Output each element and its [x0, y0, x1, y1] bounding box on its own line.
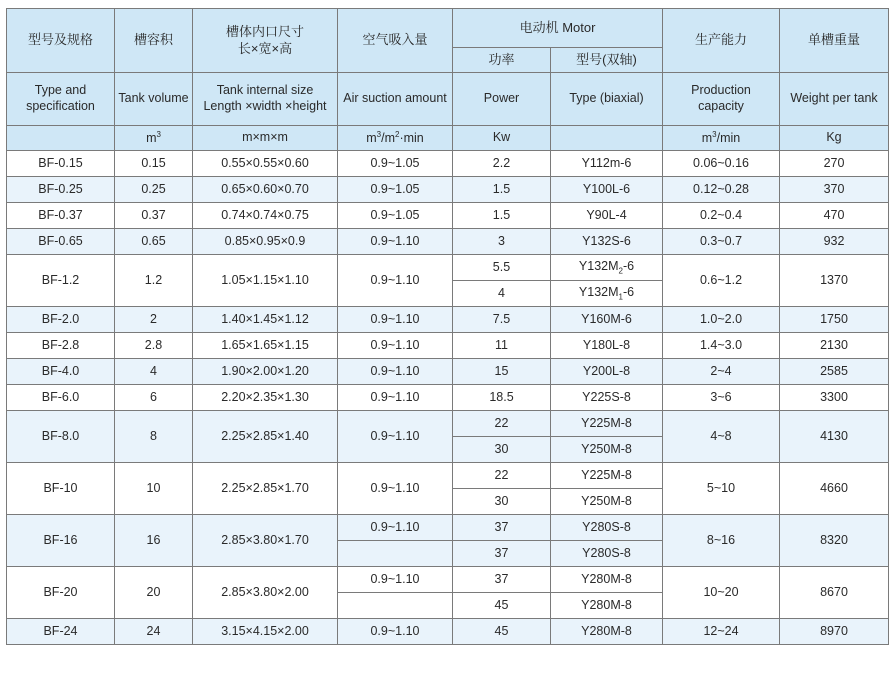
- cell-air: 0.9~1.10: [338, 567, 453, 593]
- cell-vol: 8: [115, 411, 193, 463]
- cell-vol: 0.25: [115, 177, 193, 203]
- cell-motor: [551, 281, 663, 307]
- cell-weight: 932: [780, 229, 889, 255]
- cell-air: 0.9~1.10: [338, 411, 453, 463]
- cell-motor: Y280M-8: [551, 593, 663, 619]
- cell-size: 1.65×1.65×1.15: [193, 333, 338, 359]
- unit-cap-a: m: [701, 130, 713, 145]
- cell-size: 2.25×2.85×1.40: [193, 411, 338, 463]
- cell-cap: 0.06~0.16: [663, 151, 780, 177]
- cell-vol: 24: [115, 619, 193, 645]
- cell-spec: BF-0.25: [7, 177, 115, 203]
- cell-weight: 4660: [780, 463, 889, 515]
- motor-suffix: -6: [622, 258, 635, 273]
- cell-power: 5.5: [453, 255, 551, 281]
- cell-cap: 0.2~0.4: [663, 203, 780, 229]
- cell-size: 0.55×0.55×0.60: [193, 151, 338, 177]
- unit-air-c: ·min: [399, 130, 424, 145]
- cell-cap: 8~16: [663, 515, 780, 567]
- cell-power: 11: [453, 333, 551, 359]
- cell-size: 2.20×2.35×1.30: [193, 385, 338, 411]
- cell-air: 0.9~1.05: [338, 151, 453, 177]
- cell-size: 2.85×3.80×2.00: [193, 567, 338, 619]
- cell-spec: BF-2.8: [7, 333, 115, 359]
- cell-air: 0.9~1.10: [338, 359, 453, 385]
- cell-motor: Y280S-8: [551, 541, 663, 567]
- cell-vol: 2.8: [115, 333, 193, 359]
- cell-cap: 1.0~2.0: [663, 307, 780, 333]
- table-row: [7, 203, 889, 229]
- cell-spec: BF-10: [7, 463, 115, 515]
- header-air-en: Air suction amount: [338, 73, 453, 126]
- header-size-cn: [193, 9, 338, 73]
- table-row: [7, 359, 889, 385]
- cell-cap: 12~24: [663, 619, 780, 645]
- header-spec-en-line1: Type and: [34, 83, 87, 98]
- cell-vol: 1.2: [115, 255, 193, 307]
- cell-power: 7.5: [453, 307, 551, 333]
- cell-vol: 10: [115, 463, 193, 515]
- header-power-en: Power: [453, 73, 551, 126]
- motor-base: Y132M: [578, 284, 619, 299]
- cell-cap: 0.12~0.28: [663, 177, 780, 203]
- cell-air: 0.9~1.05: [338, 203, 453, 229]
- cell-weight: 2130: [780, 333, 889, 359]
- header-motor-cn: 电动机 Motor: [453, 9, 663, 48]
- header-size-en-line1: Tank internal size: [216, 83, 314, 98]
- cell-spec: BF-0.15: [7, 151, 115, 177]
- cell-weight: 1750: [780, 307, 889, 333]
- cell-power: 1.5: [453, 203, 551, 229]
- cell-size: 1.90×2.00×1.20: [193, 359, 338, 385]
- spec-table-container: [6, 8, 889, 645]
- header-cap-en: [663, 73, 780, 126]
- table-body: [7, 151, 889, 645]
- cell-spec: BF-20: [7, 567, 115, 619]
- unit-vol-base: m: [146, 130, 157, 145]
- unit-air-b: /m: [381, 130, 395, 145]
- cell-air: 0.9~1.10: [338, 619, 453, 645]
- cell-spec: BF-8.0: [7, 411, 115, 463]
- spec-table: [6, 8, 889, 645]
- table-row: [7, 229, 889, 255]
- cell-cap: 0.6~1.2: [663, 255, 780, 307]
- cell-spec: BF-4.0: [7, 359, 115, 385]
- unit-size: m×m×m: [193, 126, 338, 151]
- cell-air: 0.9~1.05: [338, 177, 453, 203]
- cell-size: 0.74×0.74×0.75: [193, 203, 338, 229]
- header-weight-cn: 单槽重量: [780, 9, 889, 73]
- cell-cap: 1.4~3.0: [663, 333, 780, 359]
- cell-motor: Y90L-4: [551, 203, 663, 229]
- cell-vol: 16: [115, 515, 193, 567]
- header-spec-en-line2: specification: [26, 99, 95, 113]
- unit-type: [551, 126, 663, 151]
- table-row: [7, 385, 889, 411]
- cell-power: 37: [453, 567, 551, 593]
- cell-size: 3.15×4.15×2.00: [193, 619, 338, 645]
- cell-weight: 270: [780, 151, 889, 177]
- cell-motor: Y280M-8: [551, 619, 663, 645]
- header-size-cn-line2: 长×宽×高: [237, 40, 293, 56]
- cell-weight: 8320: [780, 515, 889, 567]
- table-row: [7, 515, 889, 541]
- cell-spec: BF-24: [7, 619, 115, 645]
- cell-weight: 470: [780, 203, 889, 229]
- cell-motor: Y280S-8: [551, 515, 663, 541]
- cell-power: 37: [453, 515, 551, 541]
- cell-weight: 8970: [780, 619, 889, 645]
- cell-vol: 4: [115, 359, 193, 385]
- cell-motor: Y250M-8: [551, 489, 663, 515]
- cell-air: 0.9~1.10: [338, 307, 453, 333]
- unit-air-a: m: [366, 130, 377, 145]
- cell-spec: BF-1.2: [7, 255, 115, 307]
- unit-spec: [7, 126, 115, 151]
- cell-power: 2.2: [453, 151, 551, 177]
- motor-sub: 1: [618, 292, 623, 302]
- cell-power: 22: [453, 411, 551, 437]
- cell-motor: Y200L-8: [551, 359, 663, 385]
- unit-vol: [115, 126, 193, 151]
- cell-size: 2.25×2.85×1.70: [193, 463, 338, 515]
- motor-suffix: -6: [622, 284, 635, 299]
- cell-motor: [551, 255, 663, 281]
- cell-spec: BF-0.37: [7, 203, 115, 229]
- unit-air-a-exp: 3: [376, 129, 382, 139]
- cell-cap: 0.3~0.7: [663, 229, 780, 255]
- cell-cap: 3~6: [663, 385, 780, 411]
- cell-motor: Y100L-6: [551, 177, 663, 203]
- cell-size: 0.65×0.60×0.70: [193, 177, 338, 203]
- table-header: [7, 9, 889, 151]
- header-air-cn: 空气吸入量: [338, 9, 453, 73]
- cell-motor: Y112m-6: [551, 151, 663, 177]
- table-row: [7, 255, 889, 281]
- cell-power: 22: [453, 463, 551, 489]
- cell-weight: 1370: [780, 255, 889, 307]
- cell-air: 0.9~1.10: [338, 463, 453, 515]
- cell-motor: Y180L-8: [551, 333, 663, 359]
- cell-air-empty: [338, 593, 453, 619]
- cell-motor: Y160M-6: [551, 307, 663, 333]
- cell-power: 1.5: [453, 177, 551, 203]
- cell-cap: 10~20: [663, 567, 780, 619]
- cell-cap: 5~10: [663, 463, 780, 515]
- table-row: [7, 619, 889, 645]
- cell-size: 1.05×1.15×1.10: [193, 255, 338, 307]
- cell-air-empty: [338, 541, 453, 567]
- cell-vol: 6: [115, 385, 193, 411]
- cell-spec: BF-16: [7, 515, 115, 567]
- header-type-cn: 型号(双轴): [551, 48, 663, 73]
- header-vol-en: Tank volume: [115, 73, 193, 126]
- header-cap-en-line2: capacity: [698, 99, 744, 113]
- table-row: [7, 333, 889, 359]
- cell-vol: 0.65: [115, 229, 193, 255]
- cell-power: 45: [453, 619, 551, 645]
- header-size-cn-line1: 槽体内口尺寸: [225, 24, 304, 40]
- cell-size: 1.40×1.45×1.12: [193, 307, 338, 333]
- header-size-en-line2: Length ×width ×height: [203, 99, 327, 113]
- motor-sub: 2: [618, 266, 623, 276]
- cell-spec: BF-0.65: [7, 229, 115, 255]
- header-spec-en: [7, 73, 115, 126]
- header-power-cn: 功率: [453, 48, 551, 73]
- header-size-en: [193, 73, 338, 126]
- table-row: [7, 151, 889, 177]
- table-row: [7, 307, 889, 333]
- cell-weight: 8670: [780, 567, 889, 619]
- cell-motor: Y225S-8: [551, 385, 663, 411]
- header-type-en: Type (biaxial): [551, 73, 663, 126]
- unit-air-b-exp: 2: [395, 129, 400, 139]
- header-spec-cn: 型号及规格: [7, 9, 115, 73]
- table-row: [7, 567, 889, 593]
- cell-motor: Y225M-8: [551, 463, 663, 489]
- cell-power: 37: [453, 541, 551, 567]
- cell-air: 0.9~1.10: [338, 385, 453, 411]
- cell-vol: 0.37: [115, 203, 193, 229]
- cell-cap: 4~8: [663, 411, 780, 463]
- unit-cap: [663, 126, 780, 151]
- cell-vol: 2: [115, 307, 193, 333]
- unit-vol-exp: 3: [156, 129, 161, 139]
- cell-air: 0.9~1.10: [338, 255, 453, 307]
- cell-cap: 2~4: [663, 359, 780, 385]
- cell-power: 3: [453, 229, 551, 255]
- header-cap-cn: 生产能力: [663, 9, 780, 73]
- cell-size: 0.85×0.95×0.9: [193, 229, 338, 255]
- header-vol-cn: 槽容积: [115, 9, 193, 73]
- cell-power: 15: [453, 359, 551, 385]
- table-row: [7, 463, 889, 489]
- cell-weight: 4130: [780, 411, 889, 463]
- cell-power: 4: [453, 281, 551, 307]
- cell-motor: Y132S-6: [551, 229, 663, 255]
- header-weight-en: Weight per tank: [780, 73, 889, 126]
- unit-cap-a-exp: 3: [712, 129, 717, 139]
- unit-air: [338, 126, 453, 151]
- cell-motor: Y280M-8: [551, 567, 663, 593]
- cell-air: 0.9~1.10: [338, 333, 453, 359]
- table-row: [7, 177, 889, 203]
- motor-base: Y132M: [578, 258, 619, 273]
- unit-cap-b: /min: [716, 130, 741, 145]
- cell-power: 30: [453, 489, 551, 515]
- cell-motor: Y225M-8: [551, 411, 663, 437]
- cell-air: 0.9~1.10: [338, 515, 453, 541]
- unit-weight: Kg: [780, 126, 889, 151]
- cell-weight: 2585: [780, 359, 889, 385]
- table-row: [7, 411, 889, 437]
- cell-weight: 370: [780, 177, 889, 203]
- cell-spec: BF-2.0: [7, 307, 115, 333]
- header-cap-en-line1: Production: [691, 83, 751, 98]
- cell-power: 45: [453, 593, 551, 619]
- cell-vol: 20: [115, 567, 193, 619]
- cell-air: 0.9~1.10: [338, 229, 453, 255]
- cell-spec: BF-6.0: [7, 385, 115, 411]
- unit-power: Kw: [453, 126, 551, 151]
- cell-motor: Y250M-8: [551, 437, 663, 463]
- cell-power: 18.5: [453, 385, 551, 411]
- cell-weight: 3300: [780, 385, 889, 411]
- cell-vol: 0.15: [115, 151, 193, 177]
- cell-power: 30: [453, 437, 551, 463]
- cell-size: 2.85×3.80×1.70: [193, 515, 338, 567]
